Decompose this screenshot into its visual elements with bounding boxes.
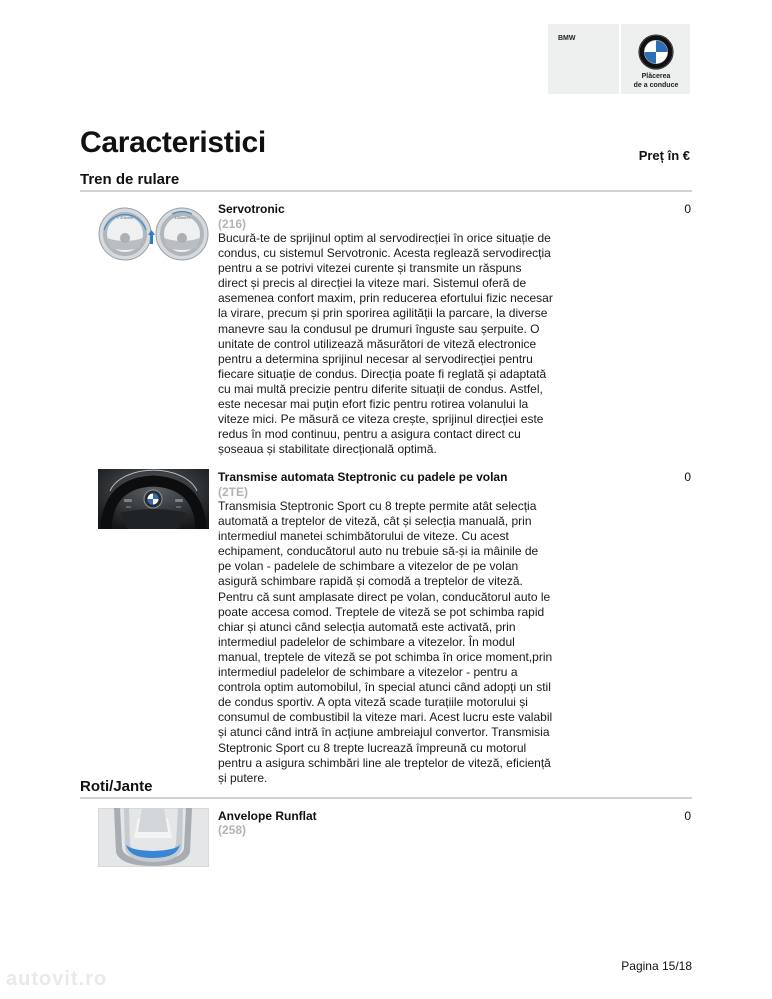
servotronic-steering-thumbnail — [98, 204, 210, 264]
page-number: Pagina 15/18 — [621, 959, 692, 973]
brand-name: BMW — [558, 35, 576, 42]
item-code-runflat: (258) — [218, 823, 247, 837]
speed-label-left: < 20km/h — [116, 215, 134, 220]
steptronic-paddles-thumbnail — [98, 469, 209, 529]
item-price-servotronic: 0 — [684, 202, 691, 216]
item-name-runflat: Anvelope Runflat — [218, 809, 317, 823]
section-title-roti-jante: Roti/Jante — [80, 778, 153, 795]
brand-divider — [619, 24, 621, 94]
speed-label-right: 130km/h — [174, 215, 190, 220]
price-column-header: Preț în € — [638, 148, 690, 163]
page-title: Caracteristici — [80, 126, 266, 159]
runflat-tire-thumbnail — [98, 808, 209, 867]
section-divider — [80, 797, 692, 799]
item-price-steptronic: 0 — [684, 470, 691, 484]
item-name-servotronic: Servotronic — [218, 202, 285, 216]
item-code-servotronic: (216) — [218, 217, 247, 231]
watermark: autovit.ro — [6, 968, 108, 990]
section-title-tren-de-rulare: Tren de rulare — [80, 171, 180, 188]
item-price-runflat: 0 — [684, 809, 691, 823]
bmw-logo-icon — [638, 34, 674, 70]
item-description-servotronic: Bucură-te de sprijinul optim al servodirecției în orice situație de condus, cu sistemul Servotronic. Acesta reglează servodirecția pentru a se potrivi vitezei curente și transmite un răspuns direct și precis al direcției la viteze mari. Sistemul oferă de asemenea confort maxim, prin reducerea efortului fizic necesar la virare, precum și prin sporirea agilității la parcare, la diverse manevre sau la condusul pe drumuri înguste sau șerpuite. O unitate de control utilizează măsurători de viteză electronice pentru a determina sprijinul necesar al servodirecției pentru fiecare situație de condus. Direcția poate fi reglată și adaptată cu mai multă precizie pentru diferite situații de condus. Astfel, este necesar mai puțin efort fizic pentru rotirea volanului la viteze mici. Pe măsură ce viteza crește, sprijinul direcției este redus în mod continuu, pentru a asigura contact direct cu șoseaua și stabilitate direcțională optimă. — [218, 231, 553, 457]
section-divider — [80, 190, 692, 192]
item-code-steptronic: (2TE) — [218, 485, 248, 499]
brand-header — [548, 24, 690, 94]
brand-slogan: Plăcerea de a conduce — [633, 73, 679, 89]
item-name-steptronic: Transmise automata Steptronic cu padele pe volan — [218, 470, 508, 484]
item-description-steptronic: Transmisia Steptronic Sport cu 8 trepte permite atât selecția automată a treptelor de viteză, cât și selecția manuală, prin intermediul manetei schimbătorului de viteze. Cu acest echipament, conducătorul auto nu trebuie să-și ia mâinile de pe volan - padelele de schimbare a vitezelor de pe volan asigură schimbare rapidă și comodă a treptelor de viteză. Pentru că sunt amplasate direct pe volan, conducătorul auto le poate accesa comod. Treptele de viteză se pot schimba rapid chiar și atunci când selecția automată este activată, prin intermediul padelelor de schimbare a vitezelor. În modul manual, treptele de viteză se pot schimba în orice moment,prin intermediul padelelor de schimbare a vitezelor - pentru a controla optim automobilul, în special atunci când adopți un stil de condus sportiv. A opta viteză scade turațiile motorului și consumul de combustibil la viteze mari. Acest lucru este valabil și atunci când intră în acțiune ambreiajul convertor. Transmisia Steptronic Sport cu 8 trepte lucrează împreună cu motorul pentru a asigura schimbări line ale treptelor de viteză, eficiență și putere. — [218, 499, 553, 785]
